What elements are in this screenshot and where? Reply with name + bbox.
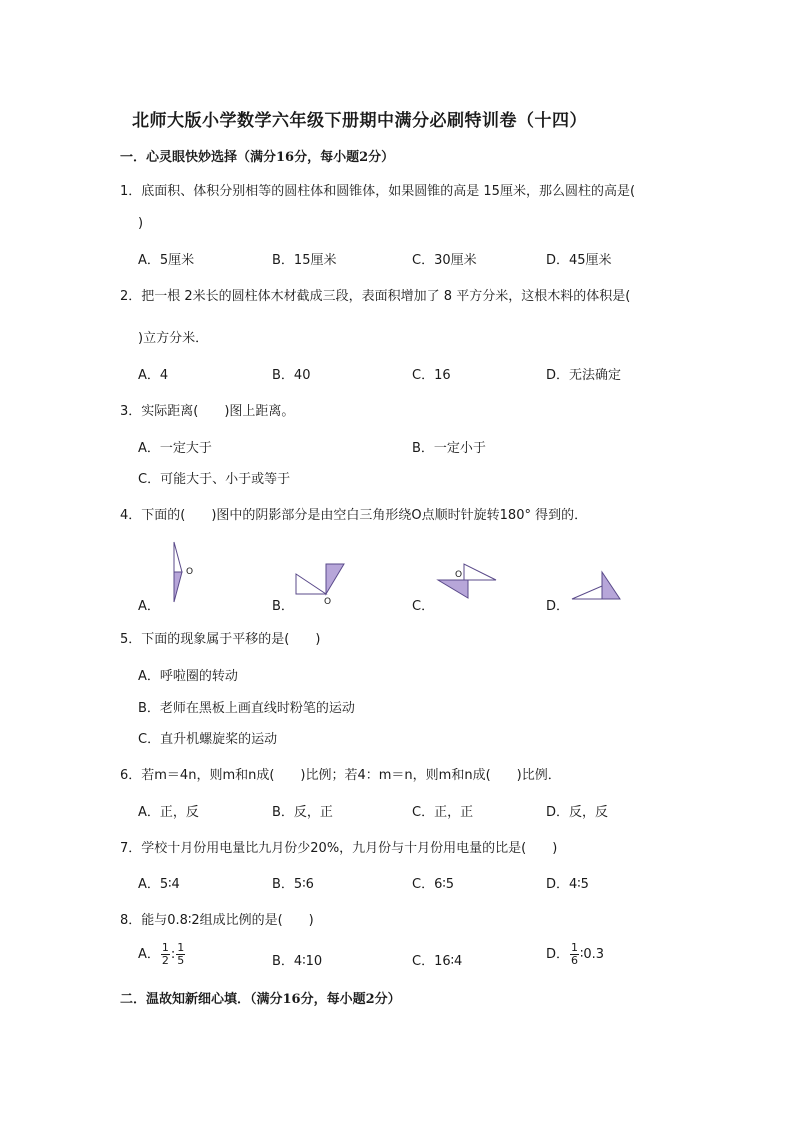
q7-option-a[interactable]: A．5∶4: [138, 877, 180, 892]
question-3-text: 3．实际距离( )图上距离。: [120, 404, 295, 419]
question-6-text: 6．若m＝4n，则m和n成( )比例；若4：m＝n，则m和n成( )比例．: [120, 768, 561, 783]
q5-option-b[interactable]: B．老师在黑板上画直线时粉笔的运动: [138, 701, 355, 716]
q2-option-d[interactable]: D．无法确定: [546, 368, 622, 383]
q8-option-a-prefix: A．: [138, 947, 160, 962]
q8-option-d[interactable]: [546, 942, 604, 967]
question-1-text-cont: ): [138, 216, 144, 231]
q4-option-b[interactable]: B．: [272, 599, 294, 614]
section-heading-2: 二．温故知新细心填．（满分16分，每小题2分）: [120, 992, 401, 1007]
q4-option-d[interactable]: D．: [546, 599, 570, 614]
question-7-text: 7．学校十月份用电量比九月份少20%，九月份与十月份用电量的比是( ): [120, 841, 558, 856]
section-heading-1: 一．心灵眼快妙选择（满分16分，每小题2分）: [120, 150, 395, 165]
question-5-text: 5．下面的现象属于平移的是( ): [120, 632, 321, 647]
q7-option-b[interactable]: B．5∶6: [272, 877, 314, 892]
page-title: 北师大版小学数学六年级下册期中满分必刷特训卷（十四）: [132, 111, 587, 131]
q8-a-f2-num: 1: [177, 941, 185, 954]
q8-option-a-fraction-2: [176, 942, 185, 967]
question-2-text: 2．把一根 2米长的圆柱体木材截成三段，表面积增加了 8 平方分米，这根木料的体积是(: [120, 289, 631, 304]
q1-option-b[interactable]: B．15厘米: [272, 253, 337, 268]
q4-figure-d: [568, 566, 624, 604]
q4-option-a[interactable]: A．: [138, 599, 160, 614]
q3-option-c[interactable]: C．可能大于、小于或等于: [138, 472, 291, 487]
q8-option-d-prefix: D．: [546, 947, 570, 962]
q8-a-f2-den: 5: [177, 954, 185, 967]
q1-option-d[interactable]: D．45厘米: [546, 253, 612, 268]
q4-c-point-label: O: [455, 570, 463, 580]
q8-d-f-num: 1: [571, 941, 579, 954]
q8-option-a-colon: :: [170, 947, 176, 962]
q7-option-d[interactable]: D．4∶5: [546, 877, 589, 892]
q6-option-a[interactable]: A．正，反: [138, 805, 199, 820]
q1-option-c[interactable]: C．30厘米: [412, 253, 477, 268]
q4-figure-c: [434, 560, 500, 604]
q5-option-c[interactable]: C．直升机螺旋桨的运动: [138, 732, 278, 747]
question-8-text: 8．能与0.8∶2组成比例的是( ): [120, 913, 314, 928]
q2-option-a[interactable]: A．4: [138, 368, 169, 383]
q3-option-a[interactable]: A．一定大于: [138, 441, 212, 456]
question-1-text: 1．底面积、体积分别相等的圆柱体和圆锥体，如果圆锥的高是 15厘米，那么圆柱的高是(: [120, 184, 636, 199]
q4-figure-a: [160, 540, 200, 606]
q3-option-b[interactable]: B．一定小于: [412, 441, 486, 456]
q8-option-d-suffix: ∶0.3: [580, 947, 605, 962]
q8-a-f1-num: 1: [161, 941, 169, 954]
q4-figure-b: [292, 560, 352, 608]
q6-option-d[interactable]: D．反，反: [546, 805, 609, 820]
question-4-text: 4．下面的( )图中的阴影部分是由空白三角形绕O点顺时针旋转180° 得到的．: [120, 508, 588, 523]
q1-option-a[interactable]: A．5厘米: [138, 253, 195, 268]
q8-option-c[interactable]: C．16∶4: [412, 954, 463, 969]
q6-option-c[interactable]: C．正，正: [412, 805, 474, 820]
q7-option-c[interactable]: C．6∶5: [412, 877, 455, 892]
q5-option-a[interactable]: A．呼啦圈的转动: [138, 669, 238, 684]
q8-option-a-fraction-1: [161, 942, 170, 967]
q8-option-b[interactable]: B．4∶10: [272, 954, 323, 969]
q6-option-b[interactable]: B．反，正: [272, 805, 333, 820]
q8-option-d-fraction: [570, 942, 579, 967]
q2-option-b[interactable]: B．40: [272, 368, 311, 383]
question-2-text-cont: )立方分米．: [138, 331, 209, 346]
q8-d-f-den: 6: [571, 954, 579, 967]
q4-b-point-label: O: [324, 597, 332, 607]
q8-a-f1-den: 2: [161, 954, 169, 967]
q4-option-c[interactable]: C．: [412, 599, 435, 614]
q4-a-point-label: O: [186, 567, 194, 577]
q2-option-c[interactable]: C．16: [412, 368, 451, 383]
q8-option-a[interactable]: [138, 942, 186, 967]
